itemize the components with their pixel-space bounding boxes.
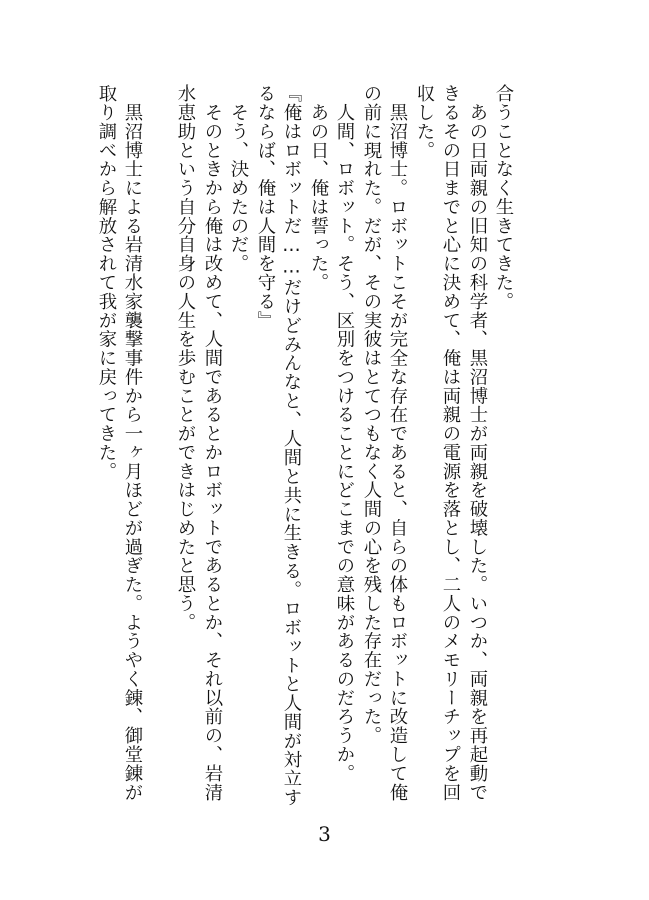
text-line: あの日両親の旧知の科学者、黒沼博士が両親を破壊した。いつか、両親を再起動で [467, 84, 488, 802]
page-number: 3 [318, 822, 331, 846]
text-line: そのときから俺は改めて、人間であるとかロボットであるとか、それ以前の、岩清 [202, 84, 223, 802]
text-line: 取り調べから解放されて我が家に戻ってきた。 [96, 84, 117, 481]
text-line: るならば、俺は人間を守る』 [255, 84, 276, 330]
text-line: 水恵助という自分自身の人生を歩むことができはじめたと思う。 [175, 84, 196, 632]
text-line: 黒沼博士。ロボットこそが完全な存在であると、自らの体もロボットに改造して俺 [387, 84, 408, 802]
text-line: 収した。 [414, 84, 435, 160]
text-line: そう、決めたのだ。 [228, 84, 249, 273]
text-line: あの日、俺は誓った。 [308, 84, 329, 292]
text-line: の前に現れた。だが、その実彼はとてつもなく人間の心を残した存在だった。 [361, 84, 382, 745]
vertical-text-block [84, 84, 524, 814]
text-line: 『俺はロボットだ……だけどみんなと、人間と共に生きる。ロボットと人間が対立す [281, 84, 302, 807]
text-line: 人間、ロボット。そう、区別をつけることにどこまでの意味があるのだろうか。 [334, 84, 355, 783]
text-line: 合うことなく生きてきた。 [493, 84, 514, 311]
text-line: きるその日までと心に決めて、俺は両親の電源を落とし、二人のメモリーチップを回 [440, 84, 461, 802]
blank-line [147, 84, 171, 814]
text-line: 黒沼博士による岩清水家襲撃事件から一ヶ月ほどが過ぎた。ようやく錬、御堂錬が [122, 84, 143, 802]
